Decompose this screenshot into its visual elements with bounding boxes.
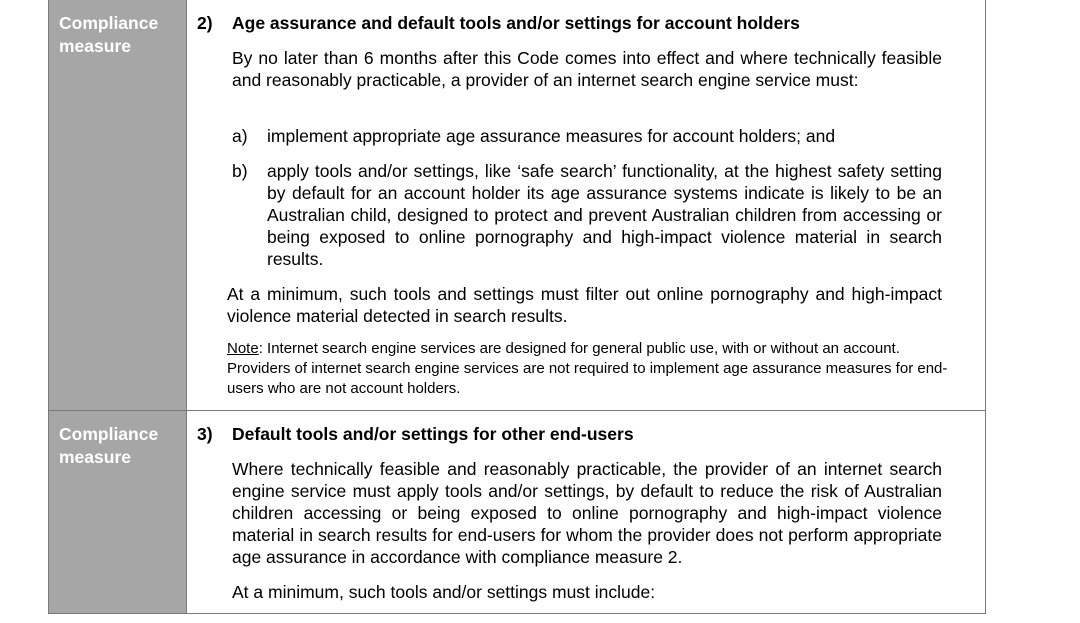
measure-heading: Age assurance and default tools and/or settings for account holders [232, 13, 800, 33]
measure-intro: Where technically feasible and reasonably practicable, the provider of an internet search engine service must apply tools and/or settings, by default to reduce the risk of Australian children accessing or being exposed to online pornography and high-impact violence material in search results for end-users for whom the provider does not perform appropriate age assurance in accordance with compliance measure 2. [232, 459, 942, 567]
content-cell [187, 411, 985, 613]
compliance-row [49, 410, 985, 613]
compliance-measure-label: Compliance measure [59, 13, 159, 56]
label-cell [49, 0, 187, 410]
item-marker: b) [232, 161, 248, 181]
list-item-text: apply tools and/or settings, like ‘safe search’ functionality, at the highest safety setting by default for an account holder its age assurance systems indicate is likely to be an Australian child, designed to protect and prevent Australian children from accessing or being exposed to online pornography and high-impact violence material in search results. [267, 161, 942, 269]
item-marker: a) [232, 126, 248, 146]
compliance-measure-label: Compliance measure [59, 424, 159, 467]
note-text: : Internet search engine services are designed for general public use, with or without an account. Providers of internet search engine services are not required to implement age assurance measures for end-users who are not account holders. [227, 340, 948, 397]
measure-number: 2) [197, 13, 213, 33]
note [227, 339, 957, 399]
label-cell [49, 411, 187, 613]
measure-number: 3) [197, 424, 213, 444]
measure-intro: By no later than 6 months after this Code comes into effect and where technically feasible and reasonably practicable, a provider of an internet search engine service must: [232, 48, 942, 90]
compliance-row [49, 0, 985, 410]
minimum-requirement: At a minimum, such tools and/or settings must include: [232, 582, 656, 602]
compliance-table [48, 0, 986, 614]
minimum-requirement: At a minimum, such tools and settings must filter out online pornography and high-impact violence material detected in search results. [227, 284, 942, 326]
note-label: Note [227, 340, 259, 357]
list-item-text: implement appropriate age assurance measures for account holders; and [267, 126, 836, 146]
measure-heading: Default tools and/or settings for other end-users [232, 424, 634, 444]
content-cell [187, 0, 985, 410]
